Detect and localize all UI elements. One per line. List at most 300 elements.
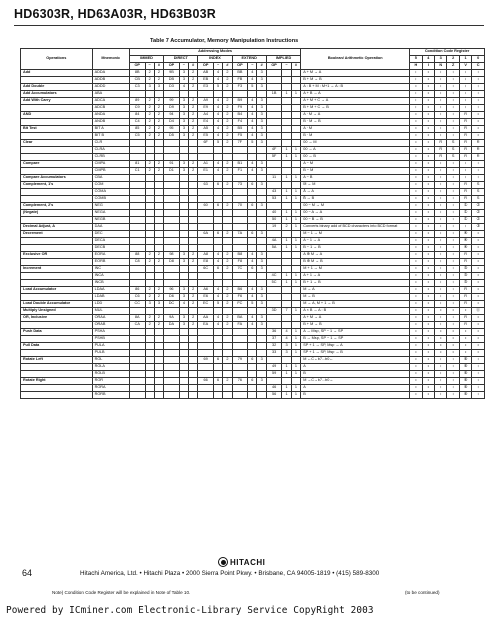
ccr-cell: ↕ [459, 98, 471, 105]
idx-cell: A1 [198, 161, 214, 168]
ccr-cell: ④ [459, 231, 471, 238]
idx-cell: 2 [223, 168, 232, 175]
operation-cell [21, 238, 93, 245]
ccr-cell: • [459, 329, 471, 336]
imp-cell: 1 [291, 245, 301, 252]
ccr-cell: • [472, 119, 485, 126]
imp-cell [282, 294, 291, 301]
header-rule [14, 25, 484, 26]
dir-cell [179, 245, 188, 252]
ext-cell: 3 [257, 294, 266, 301]
idx-cell: 6 [213, 182, 222, 189]
imp-cell [266, 287, 282, 294]
ext-cell [257, 350, 266, 357]
ext-cell: 4 [248, 294, 257, 301]
imp-cell: 2 [282, 224, 291, 231]
operation-cell: Add [21, 70, 93, 77]
boolean-cell: A ⊕ M → A [301, 252, 410, 259]
ccr-cell: • [422, 189, 434, 196]
ext-cell: BB [232, 70, 248, 77]
imp-cell: 4F [266, 147, 282, 154]
idx-cell [198, 308, 214, 315]
mnemonic-cell: CMPA [92, 161, 129, 168]
ext-cell: 4 [248, 119, 257, 126]
ccr-cell: ↕ [447, 315, 459, 322]
ext-cell: 3 [257, 203, 266, 210]
ccr-cell: ② [472, 210, 485, 217]
operation-cell: (Negate) [21, 210, 93, 217]
imm-cell: 2 [145, 119, 154, 126]
sub-header: OP [266, 63, 282, 70]
imp-cell: 3D [266, 308, 282, 315]
ccr-cell: ⑥ [459, 378, 471, 385]
idx-cell [213, 343, 222, 350]
imp-cell [266, 182, 282, 189]
imp-cell [282, 357, 291, 364]
imm-cell [154, 245, 163, 252]
ext-cell [248, 371, 257, 378]
imp-cell [266, 70, 282, 77]
ext-cell: F4 [232, 119, 248, 126]
dir-cell [189, 329, 198, 336]
operation-cell [21, 364, 93, 371]
ccr-cell: ④ [459, 245, 471, 252]
ccr-cell: • [422, 161, 434, 168]
idx-cell: 2 [223, 105, 232, 112]
ccr-cell: ↕ [472, 105, 485, 112]
imm-cell [145, 336, 154, 343]
mnemonic-cell: DAA [92, 224, 129, 231]
ccr-cell: • [410, 259, 422, 266]
sub-header: ~ [213, 63, 222, 70]
ccr-cell: ↕ [435, 112, 447, 119]
dir-cell [189, 203, 198, 210]
ccr-cell: ⑪ [472, 308, 485, 315]
dir-cell [164, 231, 180, 238]
ccr-flag: N [435, 63, 447, 70]
ccr-cell: ↕ [447, 280, 459, 287]
ext-cell [232, 280, 248, 287]
imm-cell: 3 [154, 301, 163, 308]
ext-cell [232, 392, 248, 399]
ccr-cell: ↕ [435, 224, 447, 231]
imp-cell [266, 203, 282, 210]
ccr-cell: ↕ [435, 357, 447, 364]
imm-cell [154, 210, 163, 217]
ccr-cell: ↕ [435, 203, 447, 210]
ccr-cell: • [435, 350, 447, 357]
idx-cell: 60 [198, 203, 214, 210]
imp-cell [266, 98, 282, 105]
table-row [21, 224, 485, 231]
col-addressing-modes: Addressing Modes [129, 49, 300, 56]
ccr-cell: ↕ [410, 77, 422, 84]
ccr-cell: ② [472, 217, 485, 224]
idx-cell [198, 196, 214, 203]
imm-cell [129, 266, 145, 273]
ccr-cell: • [410, 231, 422, 238]
imm-cell [145, 343, 154, 350]
ccr-cell: ↕ [447, 252, 459, 259]
ext-cell: 7A [232, 231, 248, 238]
imm-cell [154, 154, 163, 161]
ccr-cell: ↕ [447, 182, 459, 189]
ext-cell [257, 280, 266, 287]
mnemonic-cell: EORB [92, 259, 129, 266]
table-row [21, 357, 485, 364]
ccr-cell: ↕ [447, 259, 459, 266]
operation-cell: Bit Test [21, 126, 93, 133]
ccr-cell: ↕ [472, 77, 485, 84]
imm-cell [145, 329, 154, 336]
idx-cell [213, 245, 222, 252]
ext-cell [232, 175, 248, 182]
ccr-cell: ↕ [447, 231, 459, 238]
mnemonic-cell: BIT B [92, 133, 129, 140]
imp-cell: 4 [282, 329, 291, 336]
dir-cell [164, 203, 180, 210]
imm-cell: 2 [154, 70, 163, 77]
boolean-cell: 00 − A → A [301, 210, 410, 217]
ext-cell [257, 154, 266, 161]
imp-cell [266, 357, 282, 364]
ccr-cell: • [422, 231, 434, 238]
operation-cell: Add Double [21, 84, 93, 91]
imp-cell [282, 119, 291, 126]
imm-cell [129, 203, 145, 210]
footer-copyright: Powered by ICminer.com Electronic-Library Service CopyRight 2003 [6, 605, 374, 616]
sub-header: # [223, 63, 232, 70]
imm-cell: C1 [129, 168, 145, 175]
idx-cell: 69 [198, 357, 214, 364]
ccr-cell: • [422, 210, 434, 217]
idx-cell: 2 [223, 119, 232, 126]
mnemonic-cell: COMA [92, 189, 129, 196]
ext-cell: 4 [248, 126, 257, 133]
idx-cell: 4 [213, 98, 222, 105]
ccr-cell: • [422, 308, 434, 315]
imm-cell [145, 245, 154, 252]
ext-cell [257, 364, 266, 371]
ccr-cell: R [459, 133, 471, 140]
imp-cell [291, 266, 301, 273]
imm-cell [154, 385, 163, 392]
ccr-cell: • [447, 308, 459, 315]
sub-header: # [257, 63, 266, 70]
ccr-cell: ↕ [447, 84, 459, 91]
boolean-cell: M →C→b7...b0→ [301, 378, 410, 385]
imm-cell [129, 308, 145, 315]
mnemonic-cell: MUL [92, 308, 129, 315]
operation-cell [21, 294, 93, 301]
imp-cell [291, 133, 301, 140]
imp-cell [291, 168, 301, 175]
imm-cell: 2 [145, 77, 154, 84]
ccr-cell: ↕ [435, 91, 447, 98]
ccr-cell: • [410, 371, 422, 378]
ext-cell [257, 245, 266, 252]
ext-cell: BA [232, 315, 248, 322]
ext-cell: B4 [232, 112, 248, 119]
ccr-cell: ↕ [435, 280, 447, 287]
imm-cell [129, 189, 145, 196]
imp-cell: 1 [282, 147, 291, 154]
ext-cell: 3 [257, 119, 266, 126]
mnemonic-cell: ROLA [92, 364, 129, 371]
table-caption: Table 7 Accumulator, Memory Manipulation Instructions [150, 38, 299, 44]
dir-cell [179, 91, 188, 98]
table-row [21, 77, 485, 84]
ext-cell: 4 [248, 70, 257, 77]
dir-cell [179, 189, 188, 196]
operation-cell: Increment [21, 266, 93, 273]
sub-header: ~ [282, 63, 291, 70]
ccr-cell: ↕ [447, 196, 459, 203]
ccr-cell: • [410, 322, 422, 329]
ext-cell: 3 [257, 322, 266, 329]
imp-cell [291, 378, 301, 385]
dir-cell [164, 364, 180, 371]
boolean-cell: M̄ → M [301, 182, 410, 189]
imp-cell: 1 [291, 273, 301, 280]
table-row [21, 84, 485, 91]
boolean-cell: 00 → B [301, 154, 410, 161]
imm-cell [129, 280, 145, 287]
ccr-cell: • [410, 252, 422, 259]
dir-cell [179, 140, 188, 147]
dir-cell [164, 91, 180, 98]
idx-cell: 2 [223, 301, 232, 308]
idx-cell [223, 280, 232, 287]
dir-cell [179, 203, 188, 210]
table-row [21, 238, 485, 245]
ccr-cell: • [472, 259, 485, 266]
table-row [21, 273, 485, 280]
idx-cell: 2 [223, 84, 232, 91]
imm-cell: 2 [154, 105, 163, 112]
operation-cell: Pull Data [21, 343, 93, 350]
dir-cell: 3 [179, 119, 188, 126]
ccr-cell: ↕ [435, 252, 447, 259]
imm-cell [154, 336, 163, 343]
dir-cell: 2 [189, 301, 198, 308]
imp-cell: 40 [266, 210, 282, 217]
imp-cell [282, 315, 291, 322]
idx-cell [213, 329, 222, 336]
table-row [21, 91, 485, 98]
imm-cell [154, 357, 163, 364]
imp-cell: 11 [266, 175, 282, 182]
ext-cell [248, 210, 257, 217]
imm-cell [145, 385, 154, 392]
ccr-cell: ↕ [472, 175, 485, 182]
sub-header: ~ [145, 63, 154, 70]
ccr-cell: ↕ [472, 161, 485, 168]
imp-cell [282, 203, 291, 210]
instruction-table [20, 48, 485, 399]
imp-cell: 1 [291, 217, 301, 224]
imp-cell [291, 294, 301, 301]
imm-cell [145, 350, 154, 357]
dir-cell: D3 [164, 84, 180, 91]
operation-cell: Compare [21, 161, 93, 168]
ccr-cell: ↕ [410, 105, 422, 112]
dir-cell [189, 308, 198, 315]
ccr-cell: ↕ [447, 168, 459, 175]
boolean-cell: A − M [301, 161, 410, 168]
ccr-cell: ↕ [435, 182, 447, 189]
dir-cell [164, 273, 180, 280]
ccr-cell: ↕ [435, 168, 447, 175]
idx-cell: 4 [213, 252, 222, 259]
imm-cell [129, 357, 145, 364]
ccr-cell: ↕ [447, 301, 459, 308]
idx-cell: 4 [213, 259, 222, 266]
dir-cell: 2 [189, 161, 198, 168]
idx-cell [223, 238, 232, 245]
dir-cell: D9 [164, 105, 180, 112]
imm-cell: 2 [154, 322, 163, 329]
ext-cell [232, 350, 248, 357]
idx-cell: 4 [213, 168, 222, 175]
idx-cell: E3 [198, 84, 214, 91]
idx-cell: 6 [213, 203, 222, 210]
boolean-cell: 00 − M → M [301, 203, 410, 210]
imm-cell: 86 [129, 287, 145, 294]
idx-cell [223, 196, 232, 203]
ccr-cell: ↕ [447, 105, 459, 112]
ccr-cell: ↕ [447, 294, 459, 301]
imm-cell [129, 210, 145, 217]
table-row [21, 336, 485, 343]
ext-cell [232, 308, 248, 315]
table-row [21, 245, 485, 252]
imp-cell: 56 [266, 392, 282, 399]
imp-cell: 1 [291, 350, 301, 357]
ccr-cell: S [472, 196, 485, 203]
dir-cell [164, 175, 180, 182]
imm-cell [129, 238, 145, 245]
ccr-cell: ↕ [459, 91, 471, 98]
boolean-cell: B̄ → B [301, 196, 410, 203]
ext-cell: 4 [248, 133, 257, 140]
dir-cell [189, 231, 198, 238]
imp-cell [291, 182, 301, 189]
imp-cell: 33 [266, 350, 282, 357]
ccr-cell: ↕ [447, 91, 459, 98]
mnemonic-cell: ROLB [92, 371, 129, 378]
table-row [21, 287, 485, 294]
ccr-cell: • [422, 322, 434, 329]
dir-cell [189, 210, 198, 217]
dir-cell [189, 189, 198, 196]
ccr-cell: • [459, 343, 471, 350]
ext-cell: 4 [248, 105, 257, 112]
imm-cell [129, 392, 145, 399]
idx-cell: EB [198, 77, 214, 84]
dir-cell [189, 385, 198, 392]
ext-cell: 3 [257, 126, 266, 133]
ccr-cell: • [410, 119, 422, 126]
ccr-cell: • [410, 210, 422, 217]
operation-cell [21, 280, 93, 287]
idx-cell: E4 [198, 119, 214, 126]
boolean-cell: A + B → A [301, 91, 410, 98]
imm-cell [154, 364, 163, 371]
ccr-cell: ↕ [447, 112, 459, 119]
dir-cell: 3 [179, 322, 188, 329]
ccr-cell: • [410, 238, 422, 245]
idx-cell: E6 [198, 294, 214, 301]
imm-cell: 3 [145, 84, 154, 91]
dir-cell [164, 210, 180, 217]
dir-cell [179, 378, 188, 385]
ccr-cell: • [410, 392, 422, 399]
dir-cell [179, 154, 188, 161]
imp-cell [266, 168, 282, 175]
idx-cell: 6C [198, 266, 214, 273]
idx-cell: 4 [213, 315, 222, 322]
idx-cell: 2 [223, 259, 232, 266]
imp-cell [282, 252, 291, 259]
ccr-cell: ↕ [447, 175, 459, 182]
imm-cell [145, 175, 154, 182]
imp-cell: 59 [266, 371, 282, 378]
ccr-cell: ↕ [447, 98, 459, 105]
ccr-cell: • [447, 336, 459, 343]
imp-cell: 1 [282, 280, 291, 287]
ccr-cell: • [422, 203, 434, 210]
boolean-cell: M − 1 → M [301, 231, 410, 238]
idx-cell: 4 [213, 287, 222, 294]
dir-cell: 3 [179, 259, 188, 266]
ccr-cell: • [472, 245, 485, 252]
ccr-cell: • [422, 252, 434, 259]
ccr-flag: Z [447, 63, 459, 70]
imm-cell: C3 [129, 84, 145, 91]
ccr-cell: • [472, 315, 485, 322]
imm-cell [129, 147, 145, 154]
imp-cell: 1 [291, 364, 301, 371]
idx-cell: E9 [198, 105, 214, 112]
ccr-bit: 1 [459, 56, 471, 63]
idx-cell [198, 350, 214, 357]
ccr-cell: ⑤ [459, 280, 471, 287]
dir-cell [164, 308, 180, 315]
imp-cell [291, 140, 301, 147]
idx-cell: 5 [213, 140, 222, 147]
ccr-cell: ↕ [472, 385, 485, 392]
table-row [21, 119, 485, 126]
idx-cell [198, 329, 214, 336]
ccr-cell: ↕ [447, 322, 459, 329]
idx-cell: A5 [198, 126, 214, 133]
ccr-cell: ↕ [472, 392, 485, 399]
dir-cell [189, 364, 198, 371]
mnemonic-cell: PSHB [92, 336, 129, 343]
ccr-cell: • [435, 343, 447, 350]
ext-cell [257, 210, 266, 217]
idx-cell: 4 [213, 126, 222, 133]
ccr-cell: • [422, 154, 434, 161]
imm-cell: C6 [129, 294, 145, 301]
ccr-cell: ↕ [447, 392, 459, 399]
idx-cell [223, 175, 232, 182]
imp-cell [291, 203, 301, 210]
dir-cell [164, 224, 180, 231]
idx-cell [223, 189, 232, 196]
ccr-cell: • [410, 273, 422, 280]
